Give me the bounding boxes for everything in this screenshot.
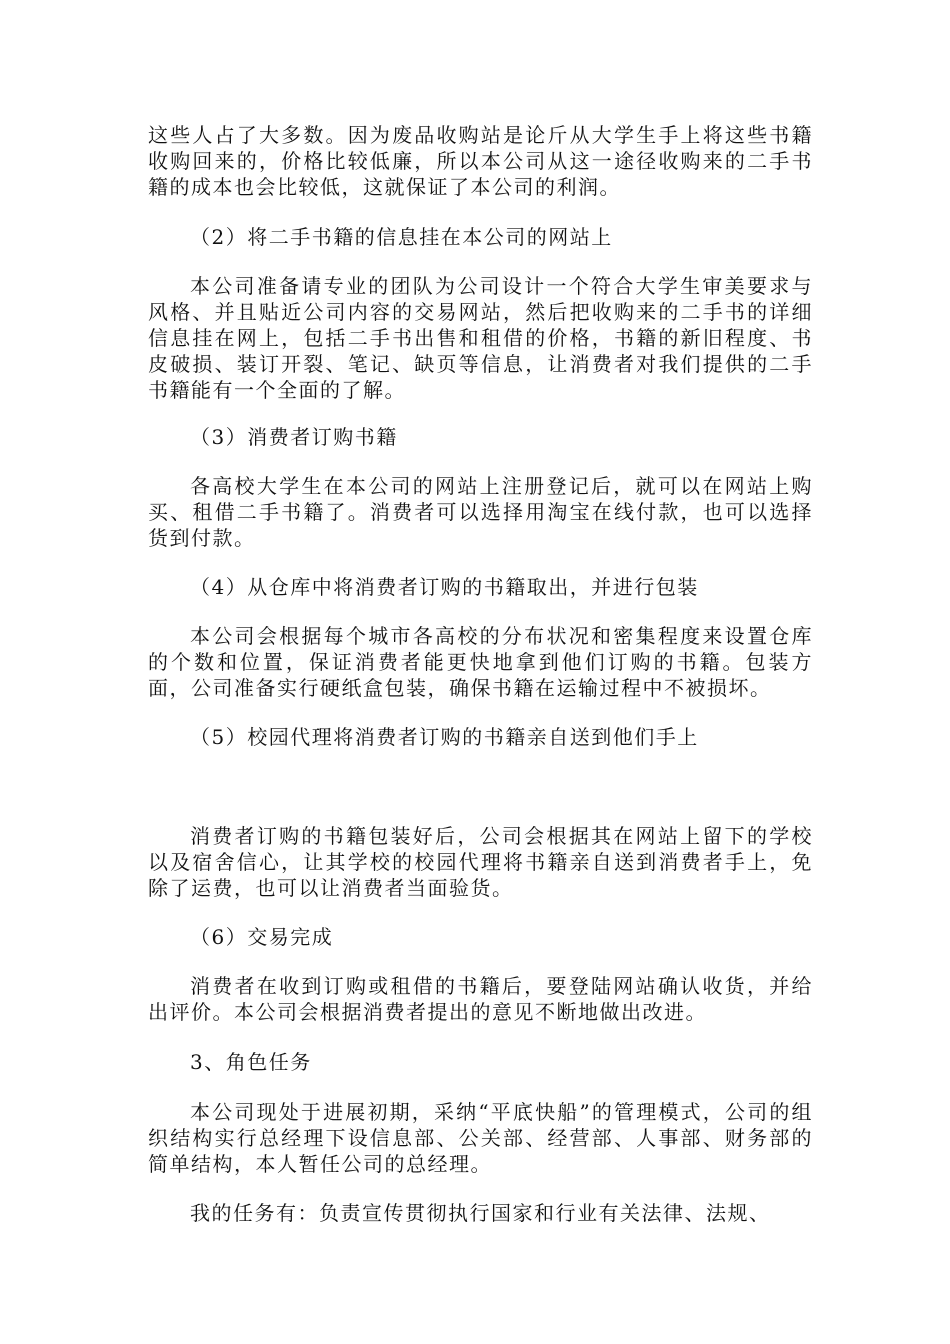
heading-step-4: （4）从仓库中将消费者订购的书籍取出，并进行包装 [190,575,699,599]
paragraph-management-model: 本公司现处于进展初期，采纳“平底快船”的管理模式，公司的组织结构实行总经理下设信息部、公关部、经营部、人事部、财务部的简单结构，本人暂任公司的总经理。 [148,1100,813,1176]
heading-step-5: （5）校园代理将消费者订购的书籍亲自送到他们手上 [190,725,699,749]
paragraph-ordering: 各高校大学生在本公司的网站上注册登记后，就可以在网站上购买、租借二手书籍了。消费者可以选择用淘宝在线付款，也可以选择货到付款。 [148,474,813,550]
heading-role-tasks: 3、角色任务 [190,1050,312,1074]
heading-step-6: （6）交易完成 [190,925,334,949]
paragraph-website-listing: 本公司准备请专业的团队为公司设计一个符合大学生审美要求与风格、并且贴近公司内容的交易网站，然后把收购来的二手书的详细信息挂在网上，包括二手书出售和租借的价格，书籍的新旧程度、书皮破损、装订开裂、笔记、缺页等信息，让消费者对我们提供的二手书籍能有一个全面的了解。 [148,274,813,402]
heading-step-3: （3）消费者订购书籍 [190,425,398,449]
paragraph-my-tasks: 我的任务有：负责宣传贯彻执行国家和行业有关法律、法规、 [190,1201,771,1225]
paragraph-campus-delivery: 消费者订购的书籍包装好后，公司会根据其在网站上留下的学校以及宿舍信心，让其学校的校园代理将书籍亲自送到消费者手上，免除了运费，也可以让消费者当面验货。 [148,824,813,900]
heading-step-2: （2）将二手书籍的信息挂在本公司的网站上 [190,225,613,249]
paragraph-warehouse: 本公司会根据每个城市各高校的分布状况和密集程度来设置仓库的个数和位置，保证消费者能更快地拿到他们订购的书籍。包装方面，公司准备实行硬纸盒包装，确保书籍在运输过程中不被损坏。 [148,624,813,700]
paragraph-transaction-complete: 消费者在收到订购或租借的书籍后，要登陆网站确认收货，并给出评价。本公司会根据消费者提出的意见不断地做出改进。 [148,974,813,1024]
paragraph-continuation: 这些人占了大多数。因为废品收购站是论斤从大学生手上将这些书籍收购回来的，价格比较低廉，所以本公司从这一途径收购来的二手书籍的成本也会比较低，这就保证了本公司的利润。 [148,123,813,199]
